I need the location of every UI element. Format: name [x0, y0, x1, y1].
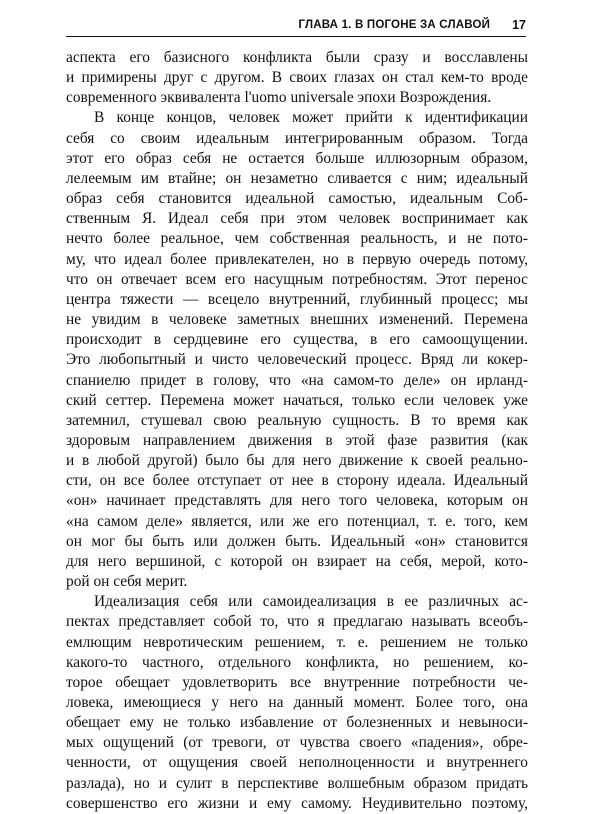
page-number: 17	[512, 18, 526, 32]
text-line: аспекта его базисного конфликта были сразу и восславлены	[66, 49, 528, 66]
text-line: ственным Я. Идеал себя при этом человек воспринимает как	[66, 210, 528, 228]
text-line: «он» начинает представлять для него того человека, которым он	[66, 492, 528, 510]
text-line: ловека, имеющиеся у него на данный момент. Более того, она	[66, 694, 528, 711]
text-line: рой он себя мерит.	[66, 573, 188, 591]
text-line: Это любопытный и чисто человеческий процесс. Вряд ли кокер-	[66, 351, 528, 369]
text-line: и примирены друг с другом. В своих глазах он стал кем-то вроде	[66, 69, 528, 87]
text-line: В конце концов, человек может прийти к идентификации	[94, 109, 528, 127]
text-line: нечто более реальное, чем собственная реальность, и не пото-	[66, 230, 528, 248]
text-line: затемнил, стушевал свою реальную сущность. В то время как	[66, 411, 528, 429]
text-line: происходит в сердцевине его существа, в его самоощущении.	[66, 331, 528, 349]
text-line: ский сеттер. Перемена может начаться, только если человек уже	[66, 391, 528, 409]
text-line: для него вершиной, с которой он взирает на себя, мерой, кото-	[66, 552, 528, 570]
text-line: лелеемым им втайне; он незаметно сливается с ним; идеальный	[66, 169, 528, 187]
text-line: мых ощущений (от тревоги, от чувства своего «падения», обре-	[66, 734, 528, 752]
text-line: спаниелю придет в голову, что «на самом-то деле» он ирланд-	[66, 371, 528, 389]
text-line: Идеализация себя или самоидеализация в ее различных ас-	[94, 593, 528, 611]
text-line: разлада), но и сулит в перспективе волшебным образом придать	[66, 774, 528, 792]
running-head	[66, 14, 526, 37]
text-line: не увидим в человеке заметных внешних изменений. Перемена	[66, 311, 528, 329]
text-line: емлющим невротическим решением, т. е. решением не только	[66, 633, 528, 651]
chapter-title: ГЛАВА 1. В ПОГОНЕ ЗА СЛАВОЙ	[298, 19, 491, 31]
text-line: и в любой другой) было бы для него движение к своей реально-	[66, 452, 528, 470]
text-line: современного эквивалента l'uomo universale эпохи Возрождения.	[66, 89, 492, 107]
text-line: сти, он все более отступает от нее в сторону идеала. Идеальный	[66, 472, 528, 490]
text-line: совершенство его жизни и ему самому. Неудивительно поэтому,	[66, 794, 528, 812]
text-line: что он отвечает всем его насущным потребностям. Этот перенос	[66, 270, 528, 288]
text-line: здоровым направлением движения в этой фазе развития (как	[66, 431, 528, 449]
text-line: торое обещает удовлетворить все внутренние потребности че-	[66, 673, 528, 691]
text-line: себя со своим идеальным интегрированным образом. Тогда	[66, 129, 528, 147]
text-line: обещает ему не только избавление от болезненных и невыноси-	[66, 714, 528, 732]
text-line: пектах представляет собой то, что я предлагаю называть всеобъ-	[66, 613, 528, 631]
text-line: этот его образ себя не остается больше иллюзорным образом,	[66, 149, 528, 167]
body-text	[66, 48, 528, 814]
text-line: му, что идеал более привлекателен, но в первую очередь потому,	[66, 250, 528, 268]
text-line: какого-то частного, отдельного конфликта, но решением, ко-	[66, 653, 528, 671]
text-line: «на самом деле» является, или же его потенциал, т. е. того, кем	[66, 512, 528, 530]
text-line: образ себя становится идеальной самостью, идеальным Соб-	[66, 190, 528, 208]
text-line: ченности, от ощущения своей неполноценности и внутреннего	[66, 754, 528, 772]
text-line: центра тяжести — всецело внутренний, глубинный процесс; мы	[66, 290, 528, 308]
text-line: он мог бы быть или должен быть. Идеальный «он» становится	[66, 532, 528, 550]
